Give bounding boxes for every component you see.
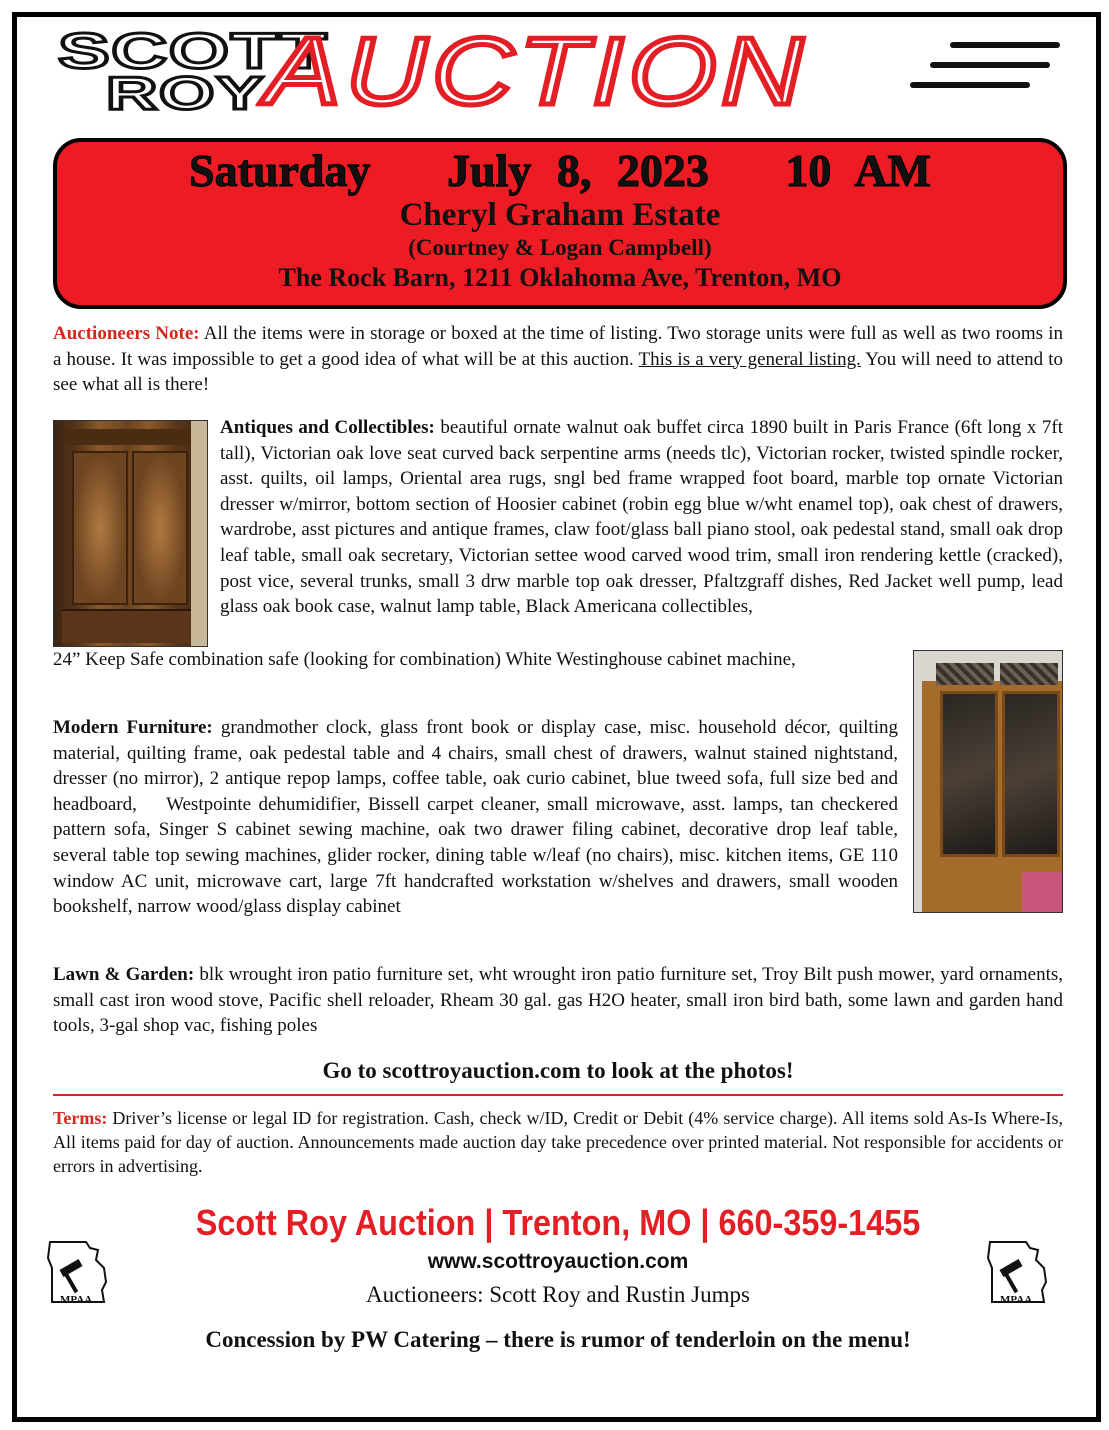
logo-scott-text: SCOTT (58, 23, 329, 79)
mpaa-badge-text: MPAA (1000, 1294, 1033, 1306)
logo-speed-line (950, 42, 1060, 48)
modern-furniture-section (53, 715, 903, 920)
auctioneers-note (53, 321, 1063, 398)
mpaa-badge-icon (46, 1238, 108, 1312)
antiques-text-2: 24” Keep Safe combination safe (looking for combination) White Westinghouse cabinet machine, (53, 649, 796, 670)
terms-section (53, 1106, 1063, 1178)
terms-text: Driver’s license or legal ID for registration. Cash, check w/ID, Credit or Debit (4% service charge). All items sold As-Is Where-Is, All items paid for day of auction. Announcements made auction day take precedence over printed material. Not responsible for accidents or errors in advertising. (53, 1108, 1063, 1176)
estate-owners: (Courtney & Logan Campbell) (408, 235, 712, 260)
note-tail: You will need to attend to see what all is there! (53, 348, 1064, 396)
auction-header-box (53, 138, 1067, 309)
lawn-garden-section (53, 962, 1063, 1039)
modern-text: grandmother clock, glass front book or display case, misc. household décor, quilting material, quilting frame, oak pedestal table and 4 chairs, small chest of drawers, walnut stained nightstand, dresser (no mirror), 2 antique repop lamps, coffee table, oak curio cabinet, blue tweed sofa, full size bed and headboard, Westpointe dehumidifier, Bissell carpet cleaner, small microwave, asst. lamps, tan checkered pattern sofa, Singer S cabinet sewing machine, oak two drawer filing cabinet, decorative drop leaf table, several table top sewing machines, glider rocker, dining table w/leaf (no chairs), misc. kitchen items, GE 110 window AC unit, microwave cart, large 7ft handcrafted workstation w/shelves and drawers, small wooden bookshelf, narrow wood/glass display cabinet (53, 717, 903, 918)
terms-label: Terms: (53, 1108, 108, 1128)
footer-concession: Concession by PW Catering – there is rumor of tenderloin on the menu! (205, 1327, 911, 1352)
antiques-section (220, 415, 1063, 620)
logo-auction-text: AUCTION (265, 18, 808, 125)
auction-date: Saturday July 8, 2023 10 AM (189, 145, 931, 196)
wardrobe-photo (53, 420, 208, 647)
antiques-text: beautiful ornate walnut oak buffet circa 1890 built in Paris France (6ft long x 7ft tall), Victorian oak love seat curved back serpentine arms (needs tlc), Victorian rocker, twisted spindle rocker, asst. quilts, oil lamps, Oriental area rugs, sngl bed frame wrapped foot board, marble top ornate Victorian dresser w/mirror, bottom section of Hoosier cabinet (robin egg blue w/wht enamel top), oak chest of drawers, wardrobe, asst pictures and antique frames, claw foot/glass ball piano stool, oak pedestal stand, small oak drop leaf table, small oak secretary, Victorian settee wood carved wood trim, small iron rendering kettle (cracked), post vice, several trunks, small 3 drw marble top oak dresser, Pfaltzgraff dishes, Red Jacket well pump, lead glass oak book case, walnut lamp table, Black Americana collectibles, (220, 417, 1063, 618)
logo-speed-line (930, 62, 1050, 68)
note-text: All the items were in storage or boxed at the time of listing. Two storage units were full as well as two rooms in a house. It was impossible to get a good idea of what will be at this auction. (53, 323, 1064, 370)
antiques-label: Antiques and Collectibles: (220, 417, 435, 438)
footer-website[interactable]: www.scottroyauction.com (427, 1250, 689, 1273)
lawn-text: blk wrought iron patio furniture set, wht wrought iron patio furniture set, Troy Bilt push mower, yard ornaments, small cast iron wood stove, Pacific shell reloader, Rheam 30 gal. gas H2O heater, small iron bird bath, some lawn and garden hand tools, 3-gal shop vac, fishing poles (53, 964, 1063, 1037)
red-divider (53, 1094, 1063, 1096)
note-underlined: This is a very general listing. (638, 348, 861, 370)
auction-location: The Rock Barn, 1211 Oklahoma Ave, Trenton, MO (278, 263, 842, 292)
footer-auctioneers: Auctioneers: Scott Roy and Rustin Jumps (366, 1282, 750, 1307)
bookcase-photo (913, 650, 1063, 913)
logo-speed-line (910, 82, 1030, 88)
note-label: Auctioneers Note: (53, 323, 200, 344)
mpaa-badge-text: MPAA (60, 1294, 93, 1306)
photos-callout: Go to scottroyauction.com to look at the photos! (322, 1058, 794, 1083)
lawn-label: Lawn & Garden: (53, 964, 195, 985)
modern-label: Modern Furniture: (53, 717, 213, 738)
footer-contact-title: Scott Roy Auction | Trenton, MO | 660-359-1455 (195, 1202, 921, 1243)
scott-roy-auction-logo (50, 18, 1060, 125)
logo-roy-text: ROY (106, 67, 266, 119)
estate-name: Cheryl Graham Estate (399, 197, 721, 233)
mpaa-badge-icon (986, 1238, 1048, 1312)
antiques-continued (53, 647, 898, 673)
